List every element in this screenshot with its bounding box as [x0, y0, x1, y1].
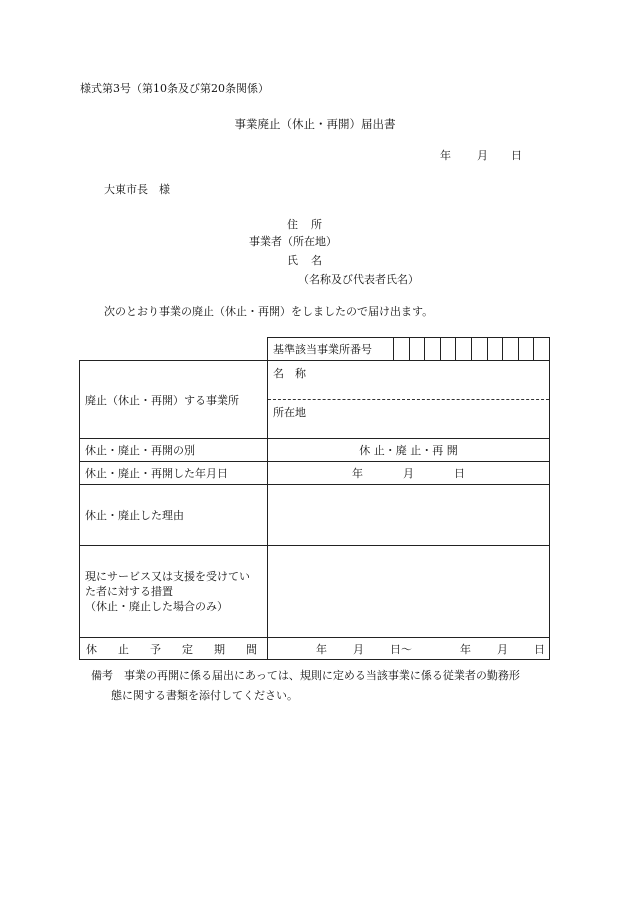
establishment-location-field[interactable]	[268, 400, 549, 438]
addressee: 大東市長 様	[104, 183, 170, 196]
facility-number-box[interactable]	[441, 338, 457, 360]
header-date-year: 年	[440, 149, 451, 162]
date-row	[80, 462, 550, 485]
establishment-location-label: 所在地	[273, 406, 306, 419]
date-day-label: 日	[454, 467, 465, 480]
type-options	[268, 439, 550, 462]
type-option-suspend[interactable]: 休 止	[359, 444, 385, 457]
facility-number-box[interactable]	[425, 338, 441, 360]
header-date-day: 日	[511, 149, 522, 162]
establishment-row	[80, 361, 550, 439]
period-label-char: 定	[182, 642, 193, 656]
measures-row	[80, 546, 550, 638]
type-option-abolish[interactable]: 廃 止	[395, 444, 422, 457]
measures-field[interactable]	[268, 546, 550, 638]
period-label-char: 間	[246, 642, 257, 656]
measures-label	[80, 546, 268, 638]
period-label-char: 期	[214, 642, 225, 656]
facility-number-row	[80, 338, 550, 361]
facility-number-label: 基準該当事業所番号	[268, 338, 394, 360]
facility-number-box[interactable]	[472, 338, 488, 360]
period-to-month: 月	[497, 642, 508, 656]
date-cell[interactable]	[268, 462, 550, 485]
facility-number-box[interactable]	[534, 338, 549, 360]
period-row	[80, 638, 550, 660]
period-cell[interactable]	[268, 638, 550, 660]
facility-number-box[interactable]	[410, 338, 426, 360]
date-year-label: 年	[352, 467, 363, 480]
form-number: 様式第3号（第10条及び第20条関係）	[80, 82, 269, 95]
remarks-line: 態に関する書類を添付してください。	[111, 689, 298, 702]
period-label	[80, 638, 268, 660]
period-label-char: 止	[118, 642, 129, 656]
establishment-label: 廃止（休止・再開）する事業所	[80, 361, 268, 439]
type-separator: ・	[384, 444, 396, 457]
notification-form-table	[79, 337, 550, 660]
document-title: 事業廃止（休止・再開）届出書	[234, 117, 396, 131]
facility-number-cell	[268, 338, 550, 361]
period-to-day: 日	[534, 642, 545, 656]
measures-label-line: た者に対する措置	[85, 585, 173, 598]
blank-cell	[80, 338, 268, 361]
facility-number-box[interactable]	[519, 338, 535, 360]
type-row	[80, 439, 550, 462]
intro-text: 次のとおり事業の廃止（休止・再開）をしましたので届け出ます。	[104, 305, 434, 318]
date-label: 休止・廃止・再開した年月日	[80, 462, 268, 485]
measures-label-line: 現にサービス又は支援を受けてい	[85, 570, 250, 583]
name-label: 氏名	[287, 254, 335, 267]
establishment-name-field[interactable]	[268, 361, 549, 400]
operator-label: 事業者（所在地）	[249, 235, 337, 248]
measures-label-line: （休止・廃止した場合のみ）	[85, 600, 228, 613]
period-from-year: 年	[316, 642, 327, 656]
date-month-label: 月	[403, 467, 414, 480]
facility-number-box[interactable]	[394, 338, 410, 360]
establishment-name-label: 名 称	[273, 367, 306, 380]
period-from-day: 日〜	[390, 642, 412, 656]
name-note: （名称及び代表者氏名）	[298, 273, 419, 286]
facility-number-box[interactable]	[456, 338, 472, 360]
period-label-char: 予	[150, 642, 161, 656]
reason-row	[80, 485, 550, 546]
type-label: 休止・廃止・再開の別	[80, 439, 268, 462]
type-option-resume[interactable]: 再 開	[432, 444, 458, 457]
header-date-month: 月	[477, 149, 488, 162]
period-label-char: 休	[86, 642, 97, 656]
facility-number-box[interactable]	[503, 338, 519, 360]
period-to-year: 年	[460, 642, 471, 656]
establishment-cell	[268, 361, 550, 439]
reason-label: 休止・廃止した理由	[80, 485, 268, 546]
address-label: 住所	[287, 218, 335, 231]
type-separator: ・	[421, 444, 433, 457]
reason-field[interactable]	[268, 485, 550, 546]
period-from-month: 月	[353, 642, 364, 656]
remarks-line: 備考 事業の再開に係る届出にあっては、規則に定める当該事業に係る従業者の勤務形	[91, 669, 520, 682]
facility-number-box[interactable]	[488, 338, 504, 360]
